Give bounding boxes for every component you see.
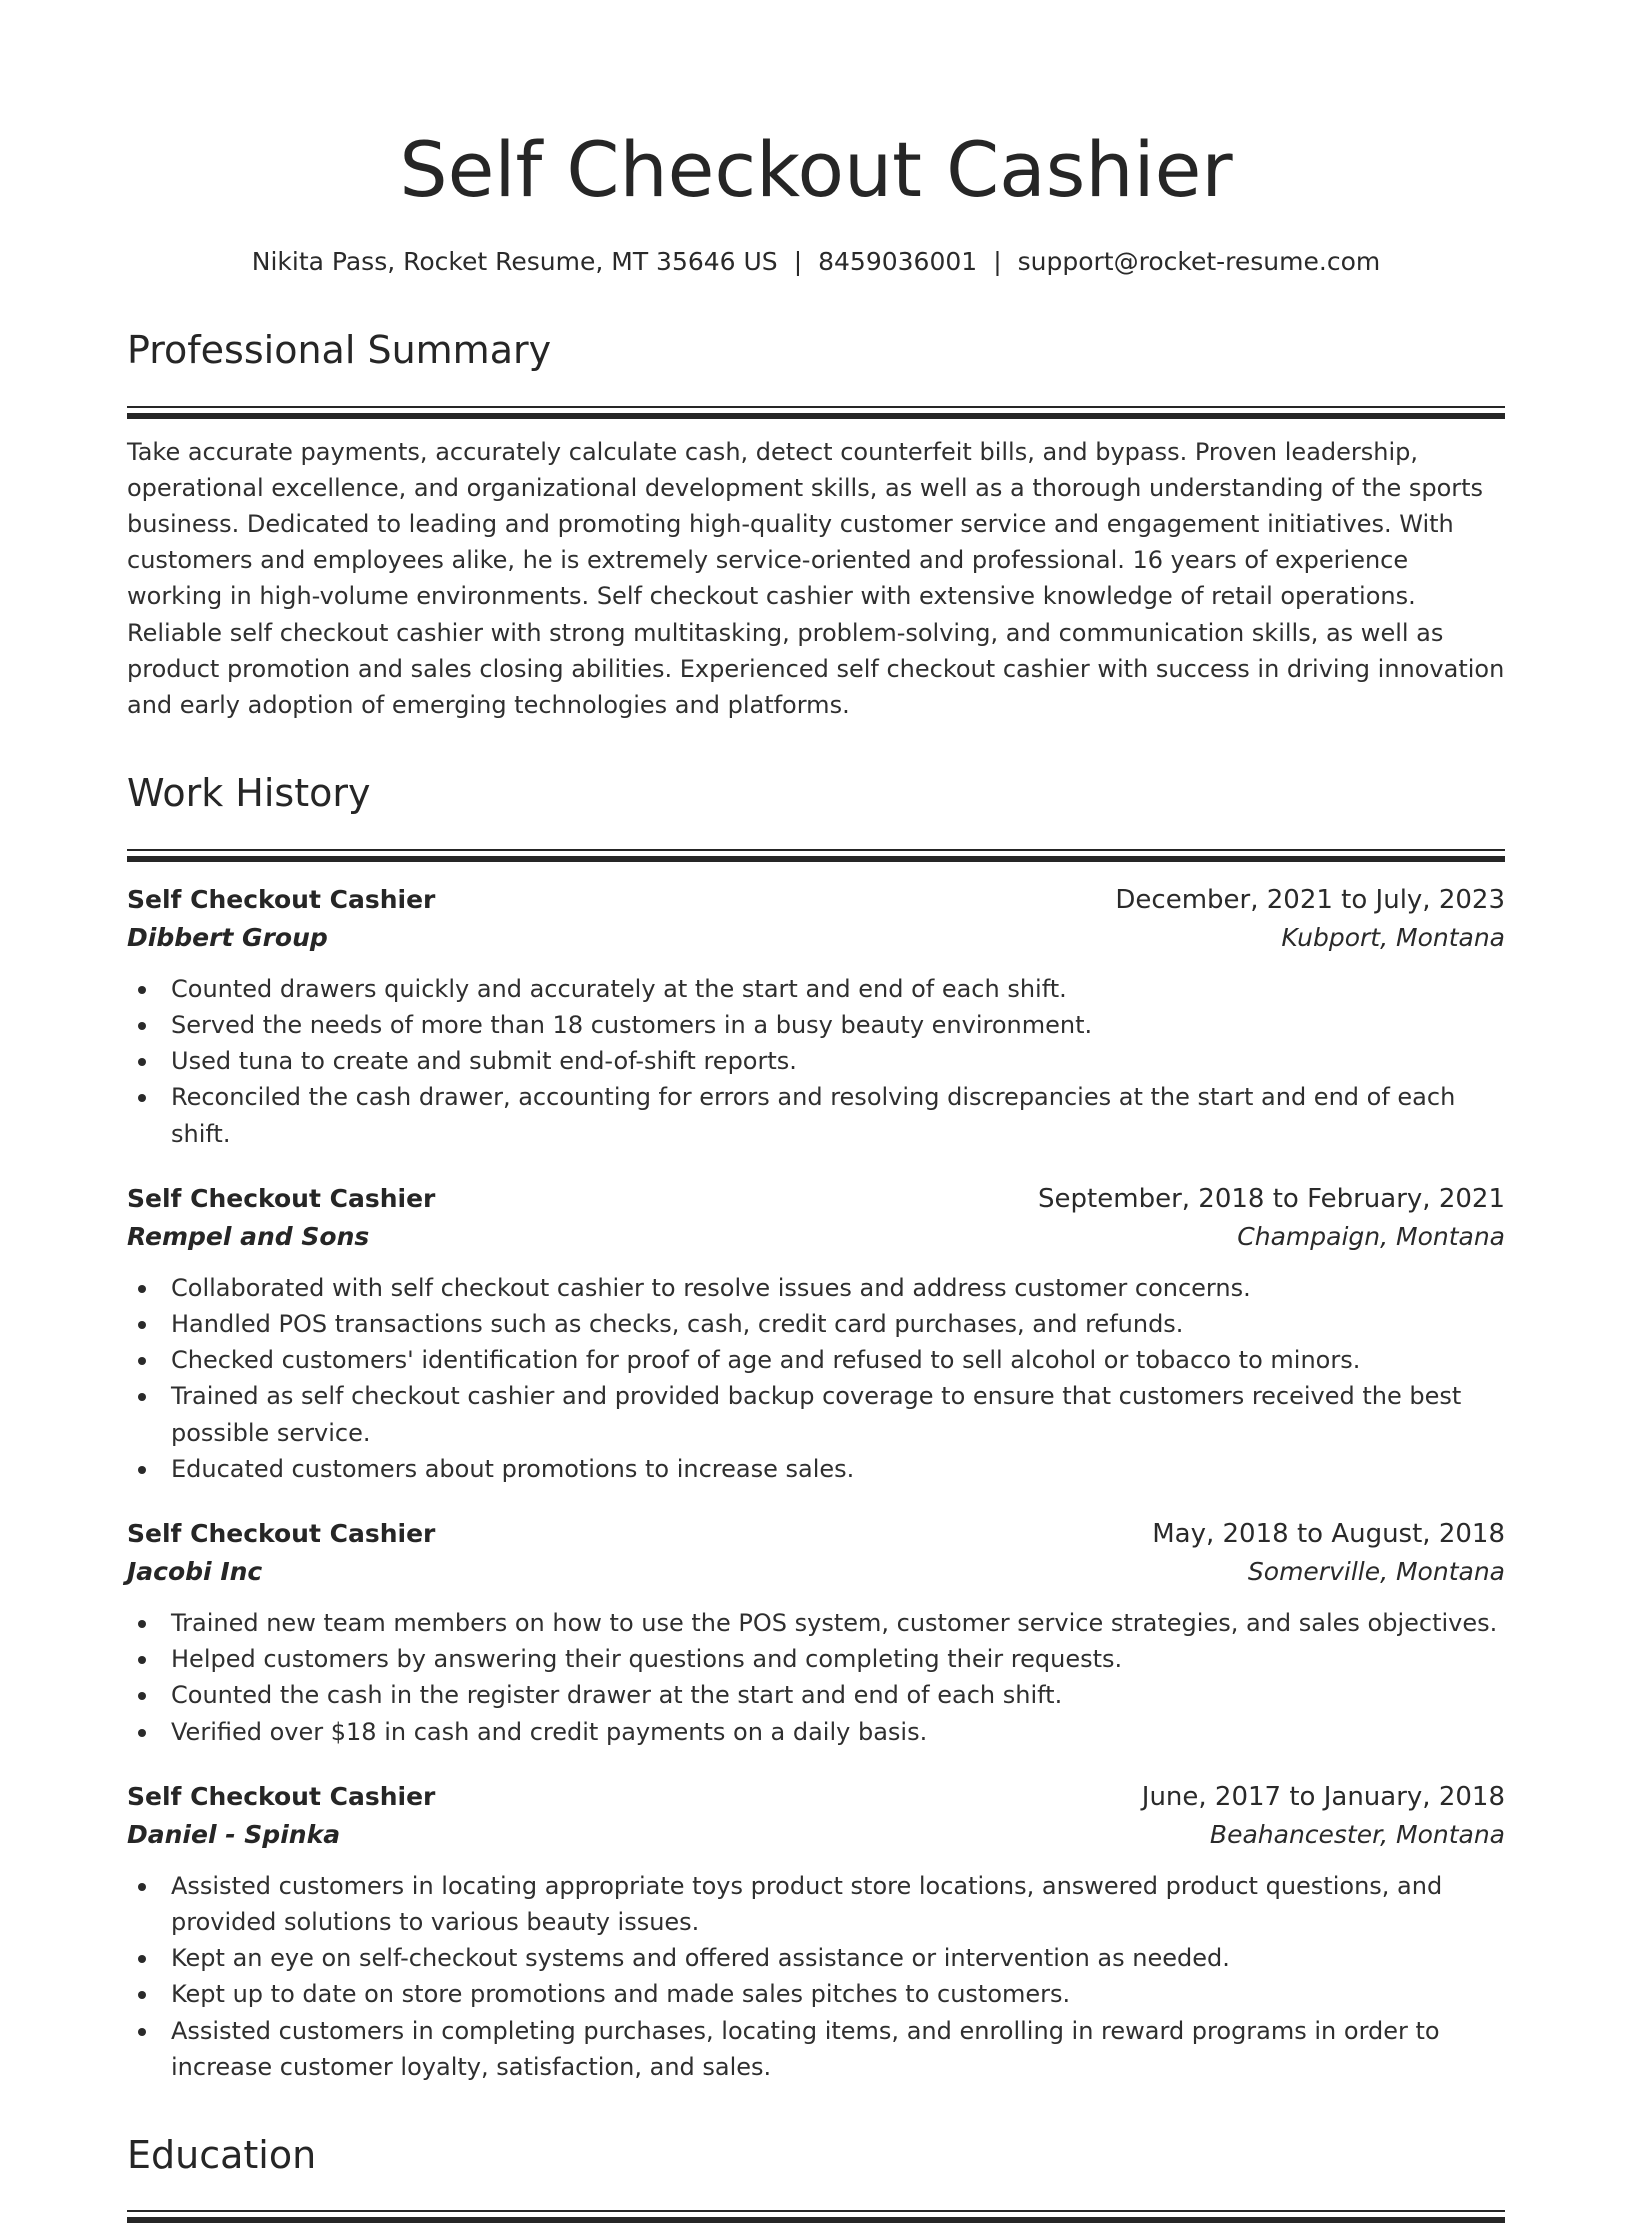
job-company: Rempel and Sons bbox=[127, 1221, 370, 1251]
contact-line bbox=[127, 244, 1505, 280]
job-entry bbox=[127, 1515, 1505, 1750]
bullet-dot-icon bbox=[138, 1022, 146, 1030]
job-bullet bbox=[171, 1043, 1505, 1079]
bullet-dot-icon bbox=[138, 1285, 146, 1293]
job-dates: September, 2018 to February, 2021 bbox=[1038, 1183, 1505, 1214]
section-divider bbox=[127, 849, 1505, 861]
bullet-dot-icon bbox=[138, 1656, 146, 1664]
job-company-row bbox=[127, 1553, 1505, 1591]
job-bullet bbox=[171, 1270, 1505, 1306]
job-bullet-list bbox=[127, 1868, 1505, 2085]
job-bullet-text: Counted drawers quickly and accurately at the start and end of each shift. bbox=[171, 974, 1067, 1003]
bullet-dot-icon bbox=[138, 1466, 146, 1474]
job-bullet bbox=[171, 1868, 1505, 1940]
job-dates: December, 2021 to July, 2023 bbox=[1115, 884, 1505, 915]
section-heading-education: Education bbox=[127, 2132, 317, 2177]
bullet-dot-icon bbox=[138, 1729, 146, 1737]
job-bullet bbox=[171, 1079, 1505, 1151]
section-heading-work-history: Work History bbox=[127, 771, 371, 816]
job-bullet-text: Reconciled the cash drawer, accounting for errors and resolving discrepancies at the start and end of each shift. bbox=[171, 1083, 1456, 1148]
contact-separator: | bbox=[993, 247, 1002, 276]
job-header-row bbox=[127, 1180, 1505, 1218]
job-bullet bbox=[171, 1007, 1505, 1043]
job-bullet-text: Educated customers about promotions to increase sales. bbox=[171, 1454, 855, 1483]
job-bullet-text: Kept an eye on self-checkout systems and offered assistance or intervention as needed. bbox=[171, 1944, 1230, 1973]
job-company-row bbox=[127, 919, 1505, 957]
job-bullet bbox=[171, 1451, 1505, 1487]
job-header-row bbox=[127, 1778, 1505, 1816]
bullet-dot-icon bbox=[138, 1094, 146, 1102]
bullet-dot-icon bbox=[138, 1058, 146, 1066]
bullet-dot-icon bbox=[138, 1991, 146, 1999]
job-bullet bbox=[171, 1641, 1505, 1677]
job-bullet-list bbox=[127, 1270, 1505, 1487]
contact-phone: 8459036001 bbox=[818, 247, 978, 276]
job-header-row bbox=[127, 1515, 1505, 1553]
job-bullet bbox=[171, 1940, 1505, 1976]
bullet-dot-icon bbox=[138, 1321, 146, 1329]
section-heading-summary: Professional Summary bbox=[127, 328, 552, 372]
bullet-dot-icon bbox=[138, 1620, 146, 1628]
bullet-dot-icon bbox=[138, 1692, 146, 1700]
job-title: Self Checkout Cashier bbox=[127, 884, 436, 914]
job-location: Kubport, Montana bbox=[1281, 922, 1505, 952]
job-entry bbox=[127, 1778, 1505, 2085]
job-company-row bbox=[127, 1816, 1505, 1854]
job-dates: June, 2017 to January, 2018 bbox=[1141, 1781, 1505, 1812]
bullet-dot-icon bbox=[138, 1393, 146, 1401]
education-section bbox=[127, 2131, 1505, 2223]
job-bullet-text: Assisted customers in locating appropriate toys product store locations, answered product questions, and provided solutions to various beauty issues. bbox=[171, 1871, 1443, 1936]
job-bullet-list bbox=[127, 971, 1505, 1152]
job-entry bbox=[127, 881, 1505, 1152]
job-bullet bbox=[171, 1378, 1505, 1450]
job-title: Self Checkout Cashier bbox=[127, 1183, 436, 1213]
resume-title: Self Checkout Cashier bbox=[399, 125, 1233, 214]
summary-section bbox=[127, 326, 1505, 723]
work-history-section bbox=[127, 769, 1505, 2085]
job-title: Self Checkout Cashier bbox=[127, 1781, 436, 1811]
job-bullet bbox=[171, 1605, 1505, 1641]
job-title: Self Checkout Cashier bbox=[127, 1518, 436, 1548]
section-divider bbox=[127, 406, 1505, 418]
contact-email: support@rocket-resume.com bbox=[1017, 247, 1381, 276]
bullet-dot-icon bbox=[138, 2028, 146, 2036]
job-company: Daniel - Spinka bbox=[127, 1819, 341, 1849]
job-bullet-text: Kept up to date on store promotions and made sales pitches to customers. bbox=[171, 1980, 1071, 2009]
job-bullet bbox=[171, 1306, 1505, 1342]
bullet-dot-icon bbox=[138, 1357, 146, 1365]
bullet-dot-icon bbox=[138, 1883, 146, 1891]
job-company: Jacobi Inc bbox=[127, 1556, 263, 1586]
job-dates: May, 2018 to August, 2018 bbox=[1152, 1518, 1505, 1549]
job-bullet-text: Served the needs of more than 18 customers in a busy beauty environment. bbox=[171, 1010, 1093, 1039]
bullet-dot-icon bbox=[138, 986, 146, 994]
bullet-dot-icon bbox=[138, 1955, 146, 1963]
contact-address: Nikita Pass, Rocket Resume, MT 35646 US bbox=[251, 247, 778, 276]
job-entry bbox=[127, 1180, 1505, 1487]
job-company: Dibbert Group bbox=[127, 922, 328, 952]
job-bullet-text: Checked customers' identification for proof of age and refused to sell alcohol or tobacco to minors. bbox=[171, 1346, 1361, 1375]
job-location: Champaign, Montana bbox=[1237, 1221, 1505, 1251]
contact-separator: | bbox=[793, 247, 803, 276]
job-bullet-text: Helped customers by answering their questions and completing their requests. bbox=[171, 1645, 1123, 1674]
section-divider bbox=[127, 2210, 1505, 2222]
job-location: Beahancester, Montana bbox=[1209, 1819, 1505, 1849]
job-bullet-text: Trained as self checkout cashier and provided backup coverage to ensure that customers received the best possible service. bbox=[171, 1382, 1462, 1447]
job-bullet-text: Collaborated with self checkout cashier to resolve issues and address customer concerns. bbox=[171, 1273, 1251, 1302]
job-bullet bbox=[171, 1677, 1505, 1713]
job-header-row bbox=[127, 881, 1505, 919]
job-bullet-text: Trained new team members on how to use the POS system, customer service strategies, and sales objectives. bbox=[171, 1608, 1498, 1637]
job-bullet-text: Verified over $18 in cash and credit payments on a daily basis. bbox=[171, 1717, 928, 1746]
job-location: Somerville, Montana bbox=[1247, 1556, 1505, 1586]
job-bullet bbox=[171, 1976, 1505, 2012]
summary-text: Take accurate payments, accurately calculate cash, detect counterfeit bills, and bypass. Proven leadership, operational excellence, and organizational development skills, as well as a thorough understanding of the sports business. Dedicated to leading and promoting high-quality customer service and engagement initiatives. With customers and employees alike, he is extremely service-oriented and professional. 16 years of experience working in high-volume environments. Self checkout cashier with extensive knowledge of retail operations. Reliable self checkout cashier with strong multitasking, problem-solving, and communication skills, as well as product promotion and sales closing abilities. Experienced self checkout cashier with success in driving innovation and early adoption of emerging technologies and platforms. bbox=[127, 437, 1505, 719]
job-bullet-list bbox=[127, 1605, 1505, 1750]
job-bullet bbox=[171, 2013, 1505, 2085]
job-bullet bbox=[171, 971, 1505, 1007]
job-bullet-text: Counted the cash in the register drawer at the start and end of each shift. bbox=[171, 1681, 1063, 1710]
job-bullet-text: Used tuna to create and submit end-of-shift reports. bbox=[171, 1047, 797, 1076]
job-bullet-text: Assisted customers in completing purchases, locating items, and enrolling in reward programs in order to increase customer loyalty, satisfaction, and sales. bbox=[171, 2016, 1440, 2081]
job-bullet bbox=[171, 1342, 1505, 1378]
job-company-row bbox=[127, 1218, 1505, 1256]
jobs-list bbox=[127, 881, 1505, 2085]
job-bullet bbox=[171, 1714, 1505, 1750]
job-bullet-text: Handled POS transactions such as checks, cash, credit card purchases, and refunds. bbox=[171, 1309, 1184, 1338]
